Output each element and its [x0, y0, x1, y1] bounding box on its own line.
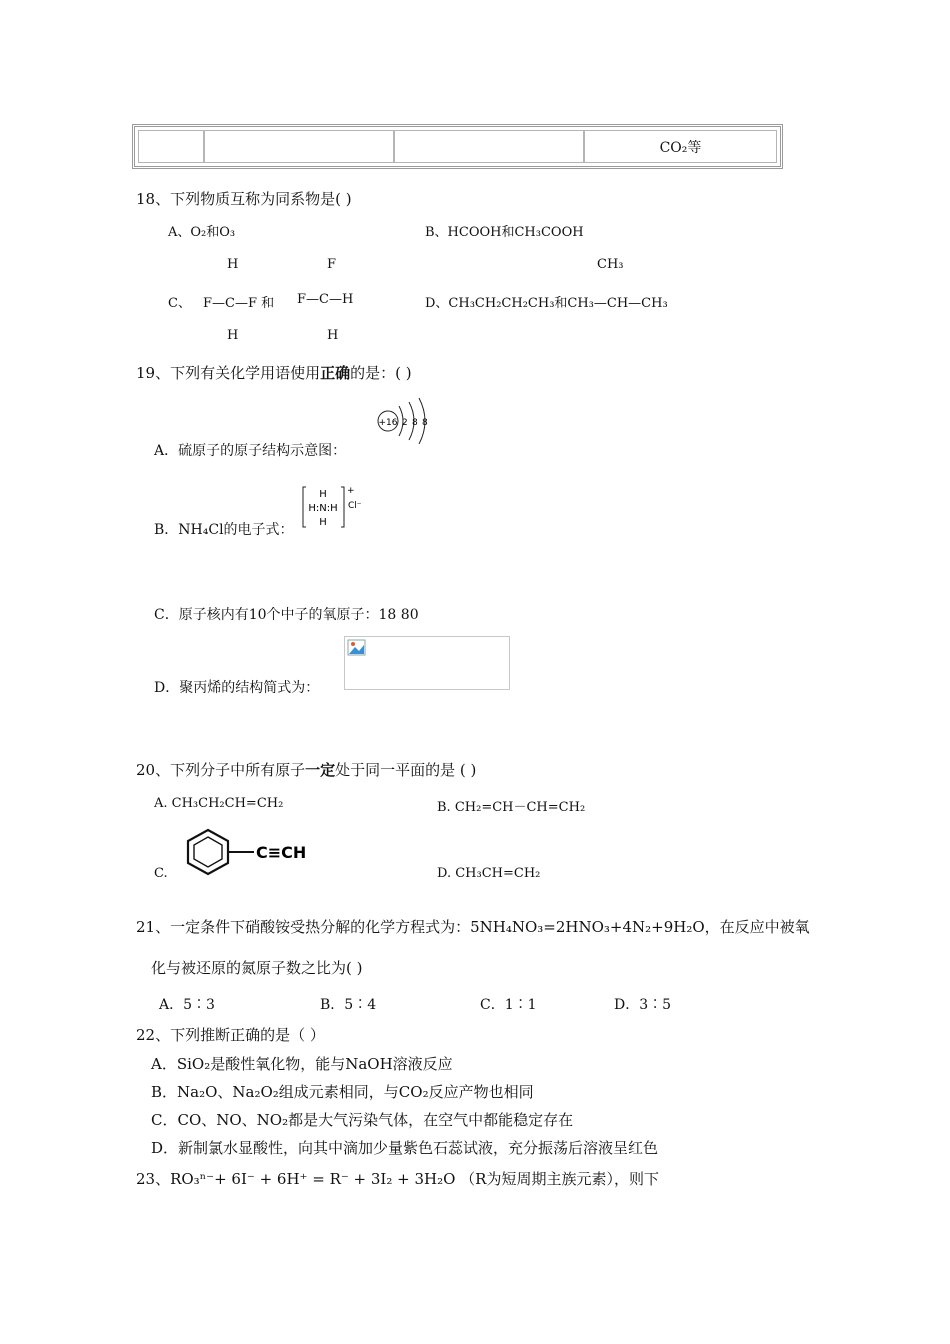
q22-option-c: C．CO、NO、NO₂都是大气污染气体，在空气中都能稳定存在 — [151, 1111, 574, 1129]
svg-text:2: 2 — [402, 418, 408, 428]
q22-option-d: D．新制氯水显酸性，向其中滴加少量紫色石蕊试液，充分振荡后溶液呈红色 — [151, 1139, 659, 1157]
q18-c-mid-1: F—C—F 和 — [203, 296, 275, 311]
q20-option-c: C. — [154, 866, 168, 881]
q21-option-c: C．1∶1 — [480, 997, 537, 1013]
svg-text:+: + — [347, 486, 355, 496]
q19-option-b: B．NH₄Cl的电子式： — [154, 522, 294, 538]
q18-c-bot-2: H — [327, 328, 339, 343]
svg-text:8: 8 — [422, 418, 428, 428]
q18-c-mid-2: F—C—H — [297, 292, 354, 307]
q18-option-d: D、CH₃CH₂CH₂CH₃和CH₃—CH—CH₃ — [425, 296, 668, 311]
q21-stem-line1: 21、一定条件下硝酸铵受热分解的化学方程式为：5NH₄NO₃=2HNO₃+4N₂+9H₂O，在反应中被氧 — [136, 918, 810, 936]
q19-stem: 19、下列有关化学用语使用正确的是：( ) — [136, 364, 412, 382]
q18-d-top: CH₃ — [597, 257, 624, 272]
q18-c-top-1: H — [227, 257, 239, 272]
q21-stem-line2: 化与被还原的氮原子数之比为( ) — [151, 959, 363, 977]
q21-option-d: D．3∶5 — [614, 997, 672, 1013]
q18-c-top-2: F — [327, 257, 337, 272]
table-cell — [394, 130, 584, 163]
table-cell — [584, 130, 777, 163]
q19-option-d: D．聚丙烯的结构简式为： — [154, 680, 320, 696]
svg-text:H:N:H: H:N:H — [308, 503, 338, 514]
polypropylene-image-placeholder — [344, 636, 510, 690]
q20-stem: 20、下列分子中所有原子一定处于同一平面的是 ( ) — [136, 761, 477, 779]
q20-option-d: D. CH₃CH=CH₂ — [437, 866, 541, 881]
broken-image-icon — [347, 639, 367, 657]
q21-option-b: B．5∶4 — [320, 997, 377, 1013]
q20-option-a: A. CH₃CH₂CH=CH₂ — [154, 796, 284, 811]
q20-option-b: B. CH₂=CH－CH=CH₂ — [437, 800, 586, 815]
q19-option-a: A．硫原子的原子结构示意图： — [154, 443, 347, 459]
q18-stem: 18、下列物质互称为同系物是( ) — [136, 190, 352, 208]
svg-text:H: H — [319, 489, 327, 500]
q22-option-a: A．SiO₂是酸性氧化物，能与NaOH溶液反应 — [151, 1055, 453, 1073]
table-cell-text: CO₂等 — [659, 140, 702, 156]
q18-c-label: C、 — [168, 296, 191, 311]
q22-option-b: B．Na₂O、Na₂O₂组成元素相同，与CO₂反应产物也相同 — [151, 1083, 534, 1101]
phenylacetylene-structure — [182, 826, 314, 876]
q22-stem: 22、下列推断正确的是（ ） — [136, 1026, 325, 1044]
q19-option-c: C．原子核内有10个中子的氧原子：18 80 — [154, 607, 419, 623]
nucleus-label: +16 — [378, 418, 398, 428]
table-cell — [138, 130, 204, 163]
q23-stem: 23、RO₃ⁿ⁻+ 6I⁻ + 6H⁺ = R⁻ + 3I₂ + 3H₂O （R为短周期主族元素），则下 — [136, 1170, 659, 1188]
table-fragment — [132, 124, 783, 169]
q18-option-b: B、HCOOH和CH₃COOH — [425, 225, 584, 240]
svg-text:Cl⁻: Cl⁻ — [348, 501, 362, 511]
nh4cl-electron-diagram — [300, 484, 362, 530]
q21-option-a: A．5∶3 — [159, 997, 215, 1013]
sulfur-atom-diagram — [374, 394, 440, 444]
q18-c-bot-1: H — [227, 328, 239, 343]
ethynyl-label: C≡CH — [256, 843, 307, 862]
svg-text:8: 8 — [412, 418, 418, 428]
svg-text:H: H — [319, 517, 327, 528]
q18-option-a: A、O₂和O₃ — [168, 225, 236, 240]
table-cell — [204, 130, 394, 163]
